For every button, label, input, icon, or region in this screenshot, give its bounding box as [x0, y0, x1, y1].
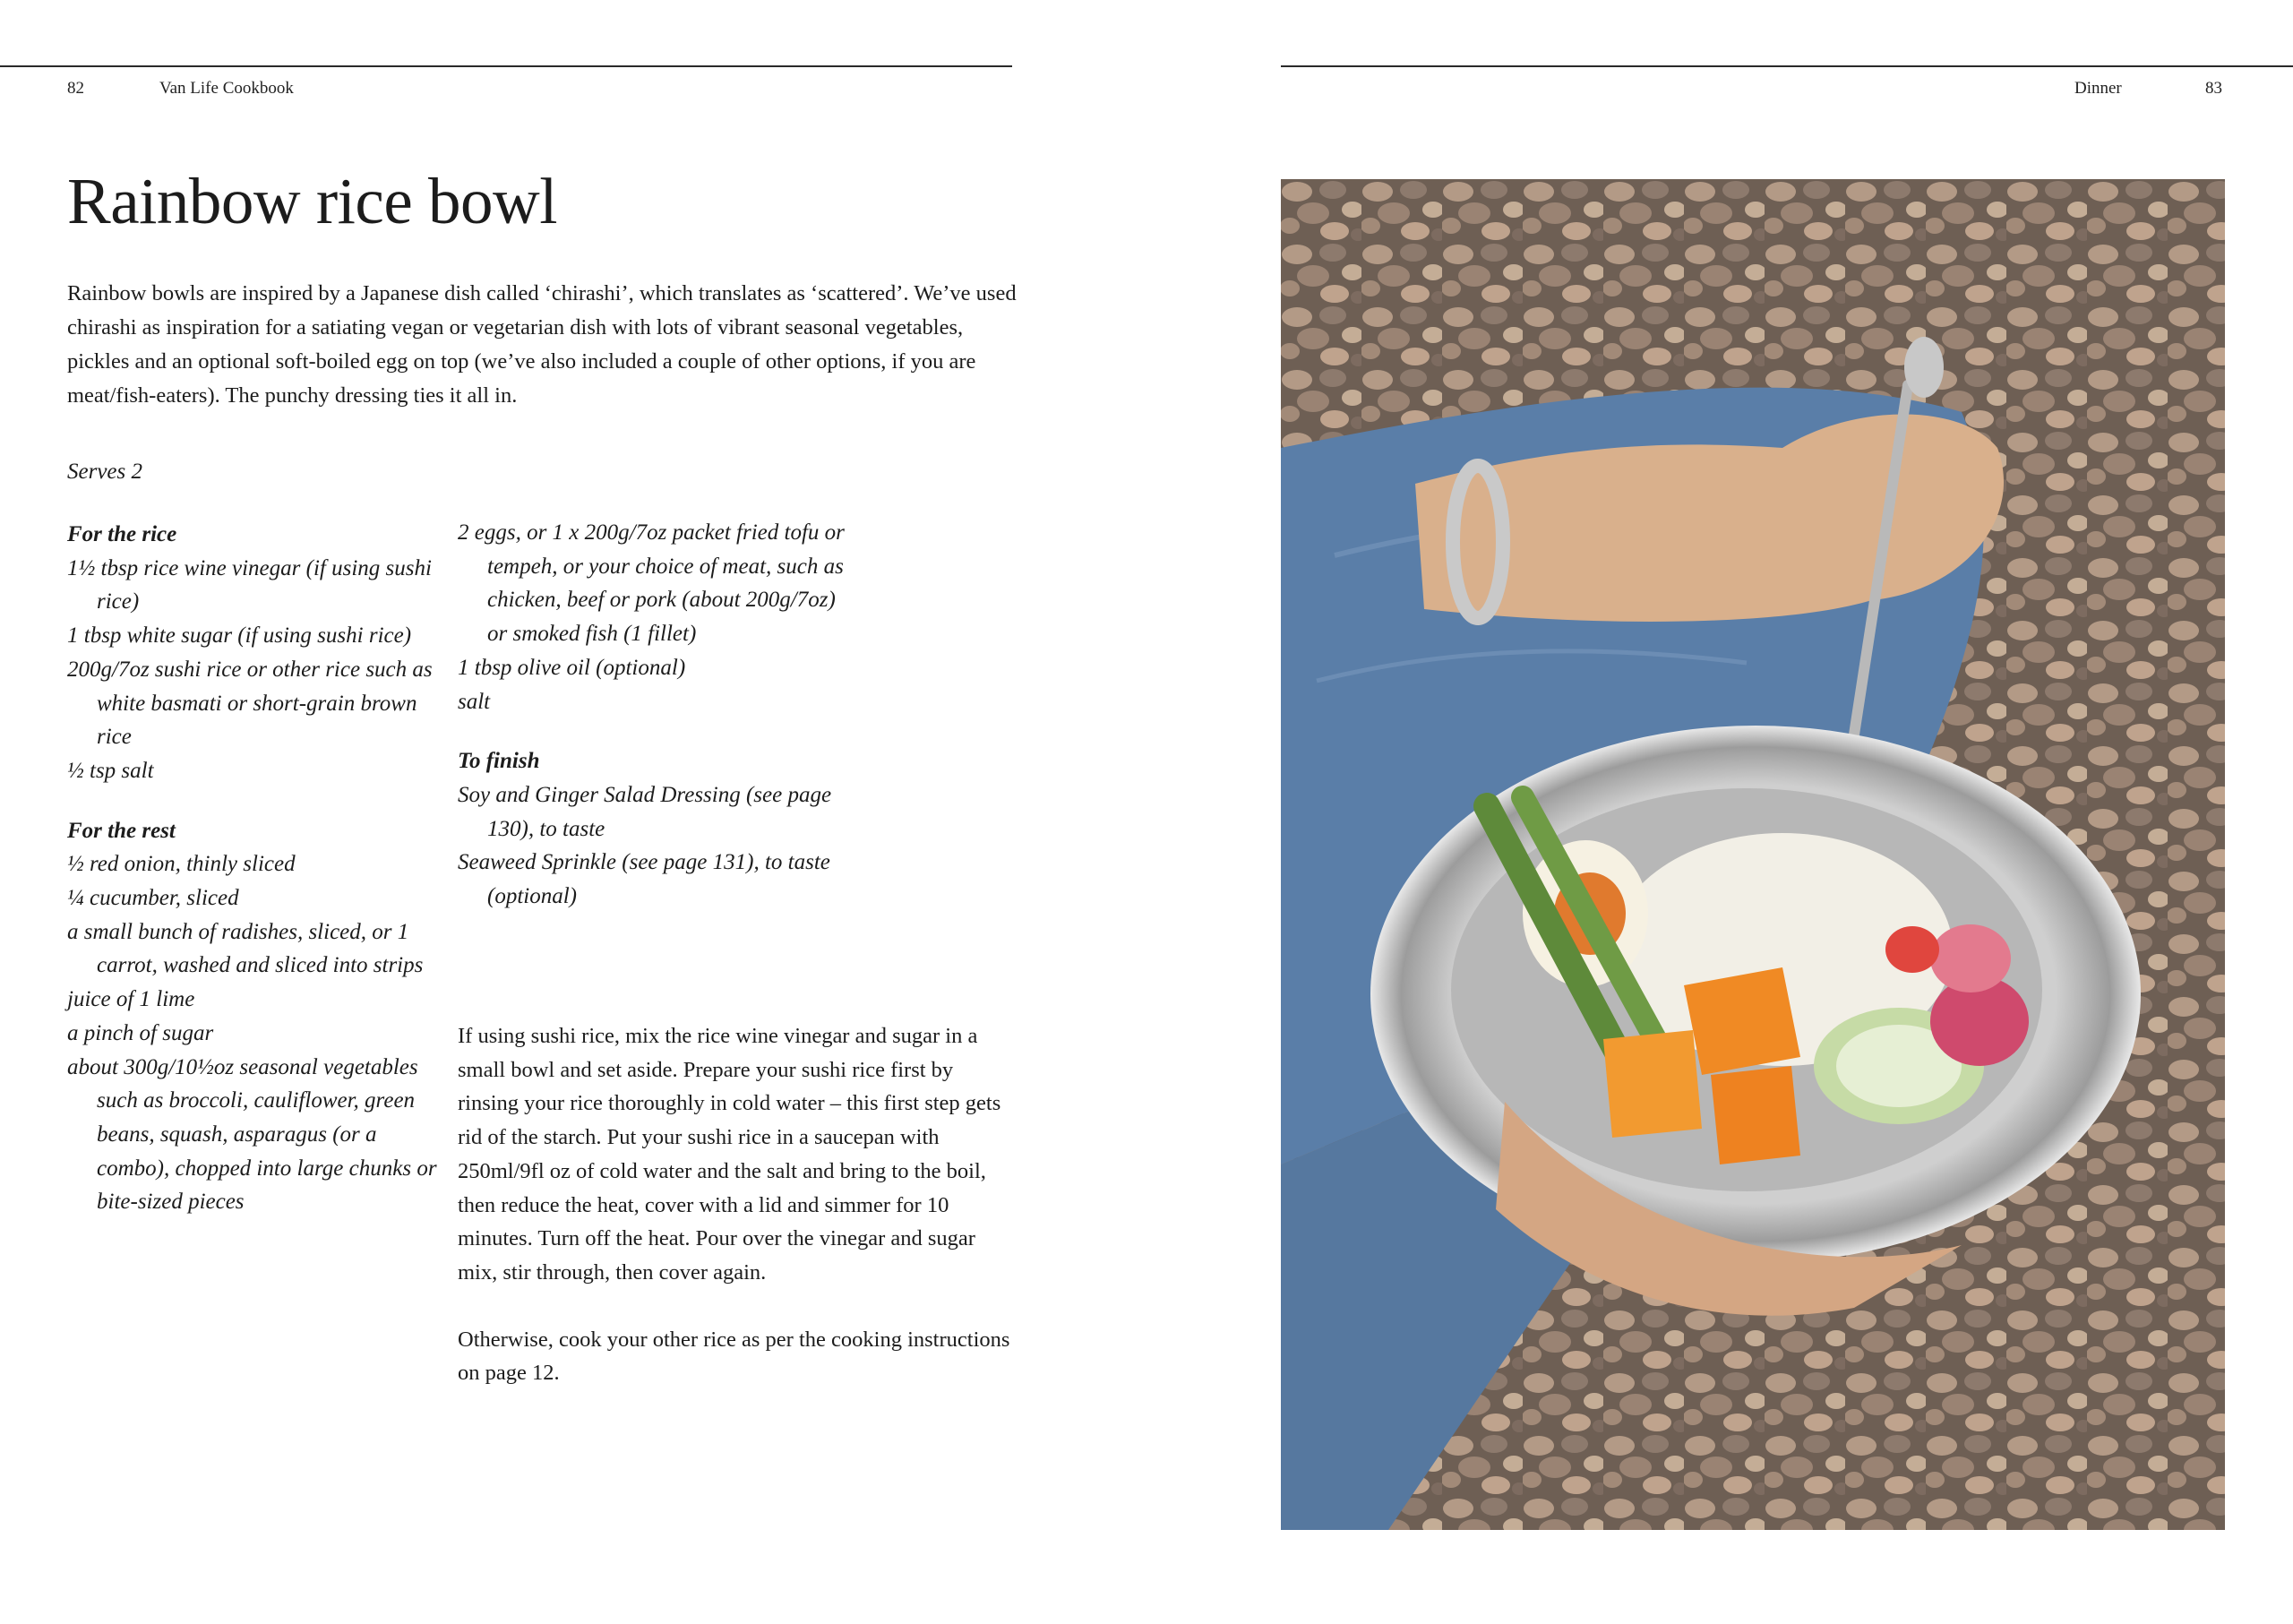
- method-text: [458, 1019, 1013, 1423]
- ingredient-item: salt: [458, 689, 491, 714]
- ingredient-item: juice of 1 lime: [67, 987, 195, 1012]
- ingredient-item: ¼ cucumber, sliced: [67, 886, 239, 911]
- ingredient-item: a small bunch of radishes, sliced, or 1 carrot, washed and sliced into strips: [67, 919, 424, 978]
- finish-subheading: To finish: [458, 749, 540, 774]
- ingredient-item: ½ red onion, thinly sliced: [67, 852, 296, 877]
- rest-subheading: For the rest: [67, 818, 176, 843]
- recipe-title: Rainbow rice bowl: [67, 165, 557, 237]
- ingredient-item: about 300g/10½oz seasonal vegetables such as broccoli, cauliflower, green beans, squash, asparagus (or a combo), chopped into large chunks or bite-sized pieces: [67, 1054, 437, 1215]
- ingredient-item: 2 eggs, or 1 x 200g/7oz packet fried tofu or tempeh, or your choice of meat, such as chicken, beef or pork (about 200g/7oz) or smoked fish (1 fillet): [458, 520, 845, 647]
- section-name: Dinner: [2074, 79, 2122, 98]
- ingredients-column-left: [67, 518, 443, 1219]
- recipe-photo: [1281, 179, 2225, 1530]
- method-paragraph: If using sushi rice, mix the rice wine vinegar and sugar in a small bowl and set aside. Prepare your sushi rice first by rinsing your rice thoroughly in cold water – this first step gets rid of the starch. Put your sushi rice in a saucepan with 250ml/9fl oz of cold water and the salt and bring to the boil, then reduce the heat, cover with a lid and simmer for 10 minutes. Turn off the heat. Pour over the vinegar and sugar mix, stir through, then cover again.: [458, 1024, 1001, 1285]
- left-page-number: 82: [67, 79, 84, 98]
- ingredients-column-right: [458, 516, 852, 914]
- ingredient-item: 1½ tbsp rice wine vinegar (if using sushi rice): [67, 555, 432, 614]
- ingredient-item: Soy and Ginger Salad Dressing (see page 130), to taste: [458, 782, 832, 841]
- ingredient-item: 1 tbsp white sugar (if using sushi rice): [67, 623, 412, 649]
- rice-subheading: For the rice: [67, 522, 177, 546]
- right-page-number: 83: [2205, 79, 2222, 98]
- serves-note: Serves 2: [67, 460, 142, 484]
- right-header-rule: [1281, 65, 2293, 67]
- ingredient-item: a pinch of sugar: [67, 1020, 214, 1045]
- photo-illustration: [1281, 179, 2225, 1530]
- recipe-intro: Rainbow bowls are inspired by a Japanese dish called ‘chirashi’, which translates as ‘scattered’. We’ve used chirashi as inspiration for a satiating vegan or vegetarian dish with lots of vibrant seasonal vegetables, pickles and an optional soft-boiled egg on top (we’ve also included a couple of other options, if you are meat/fish-eaters). The punchy dressing ties it all in.: [67, 281, 1017, 408]
- ingredient-item: 200g/7oz sushi rice or other rice such as white basmati or short-grain brown rice: [67, 657, 433, 750]
- ingredient-item: 1 tbsp olive oil (optional): [458, 655, 686, 680]
- book-title: Van Life Cookbook: [159, 79, 294, 98]
- ingredient-item: Seaweed Sprinkle (see page 131), to taste (optional): [458, 850, 830, 909]
- ingredient-item: ½ tsp salt: [67, 758, 154, 783]
- method-paragraph: Otherwise, cook your other rice as per the cooking instructions on page 12.: [458, 1327, 1010, 1386]
- left-header-rule: [0, 65, 1012, 67]
